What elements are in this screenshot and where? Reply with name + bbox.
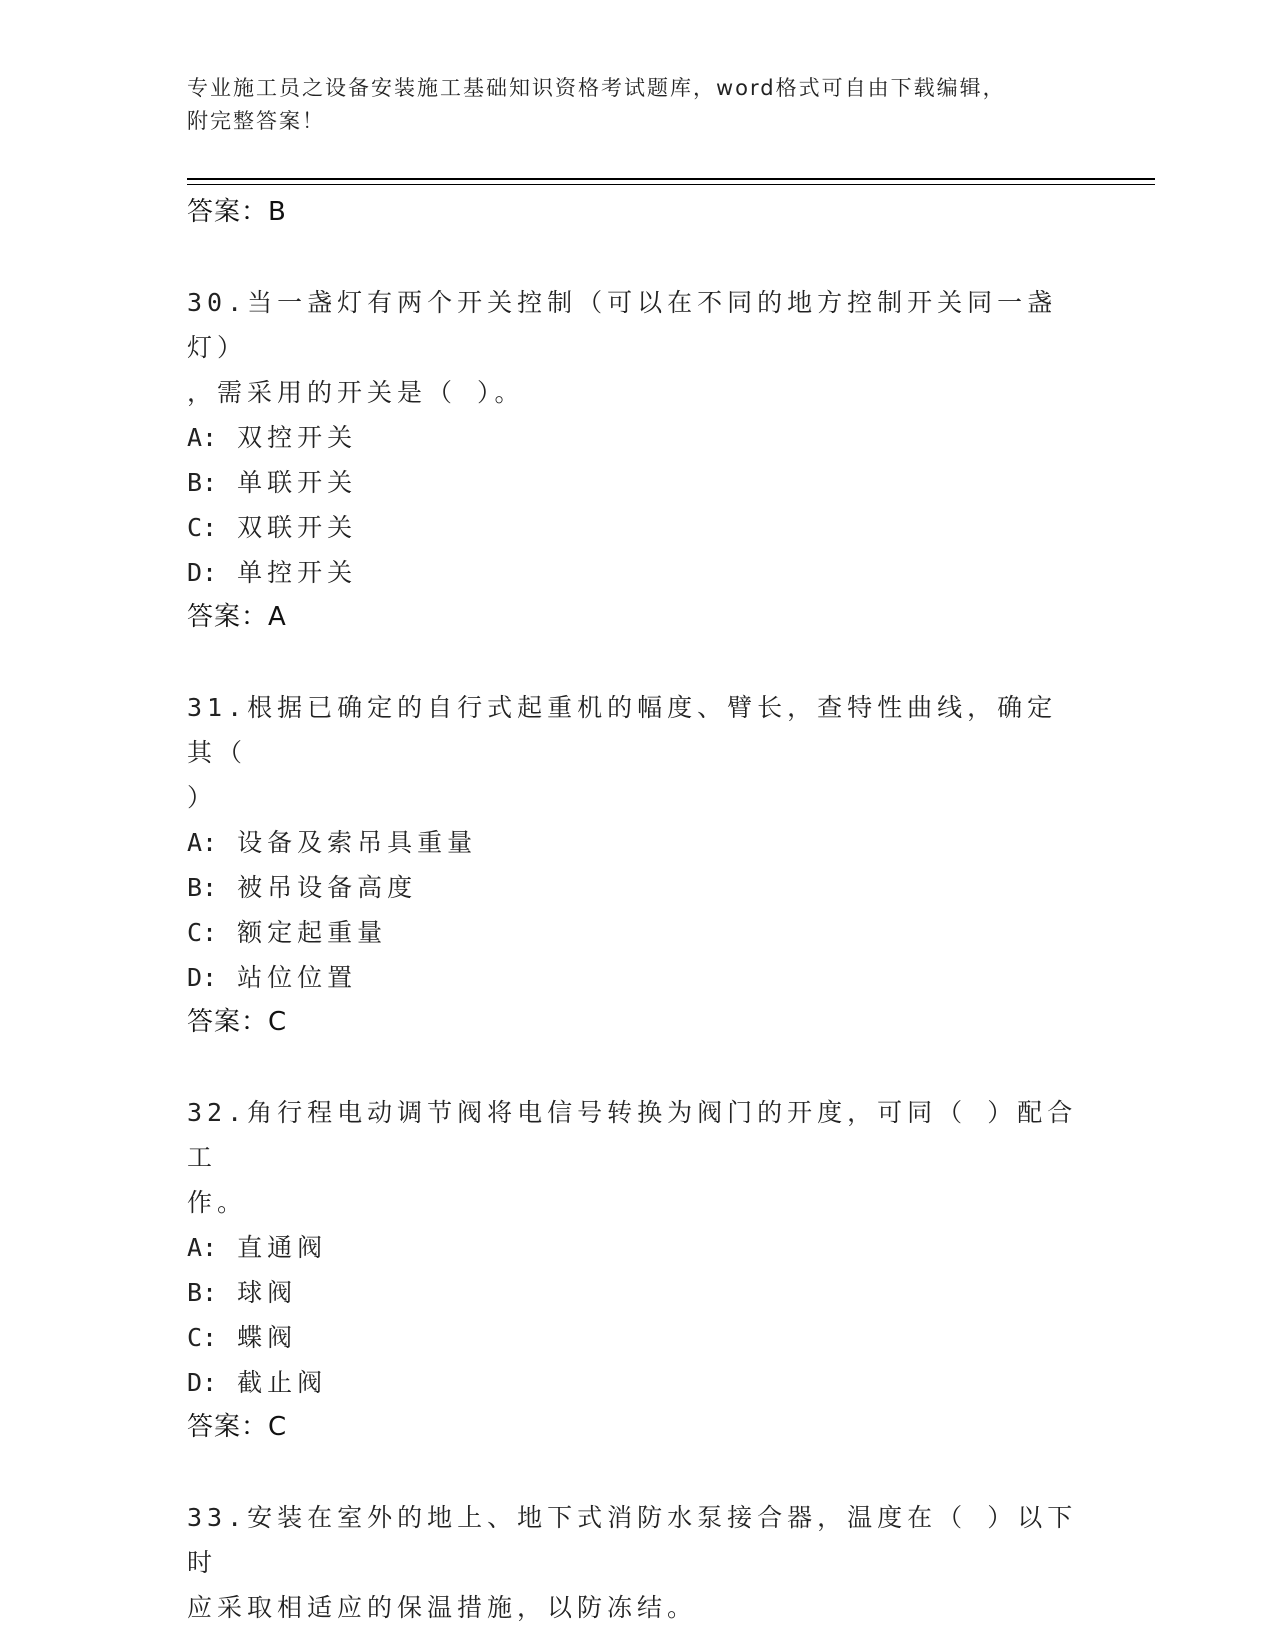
- option-text: 被吊设备高度: [237, 873, 418, 902]
- header-line-1: 专业施工员之设备安装施工基础知识资格考试题库，word格式可自由下载编辑，: [187, 76, 1006, 100]
- option-b: [187, 1270, 1087, 1315]
- option-key: C:: [187, 918, 218, 947]
- option-b: [187, 865, 1087, 910]
- question-text-line-1: 30.当一盏灯有两个开关控制（可以在不同的地方控制开关同一盏灯）: [187, 288, 1058, 362]
- option-text: 双联开关: [237, 513, 358, 542]
- option-text: 直通阀: [237, 1233, 328, 1262]
- question-text-line-1: 31.根据已确定的自行式起重机的幅度、臂长，查特性曲线，确定其（: [187, 693, 1058, 767]
- option-a: [187, 1225, 1087, 1270]
- option-key: A:: [187, 1233, 218, 1262]
- option-c: [187, 1315, 1087, 1360]
- option-key: D:: [187, 558, 218, 587]
- header-rule-thick: [187, 178, 1155, 180]
- option-key: A:: [187, 423, 218, 452]
- option-c: [187, 505, 1087, 550]
- question-text-line-1: 32.角行程电动调节阀将电信号转换为阀门的开度，可同（ ）配合工: [187, 1098, 1078, 1172]
- question-list: [187, 190, 1087, 1630]
- option-text: 设备及索吊具重量: [237, 828, 478, 857]
- question-31: [187, 685, 1087, 820]
- option-text: 额定起重量: [237, 918, 388, 947]
- option-text: 双控开关: [237, 423, 358, 452]
- answer-31: 答案：C: [187, 1007, 288, 1037]
- question-32: [187, 1090, 1087, 1225]
- option-text: 单联开关: [237, 468, 358, 497]
- option-text: 蝶阀: [237, 1323, 298, 1352]
- option-a: [187, 415, 1087, 460]
- option-key: D:: [187, 1368, 218, 1397]
- option-text: 站位位置: [237, 963, 358, 992]
- option-key: D:: [187, 963, 218, 992]
- option-key: C:: [187, 1323, 218, 1352]
- answer-32: 答案：C: [187, 1412, 288, 1442]
- option-a: [187, 820, 1087, 865]
- answer-30: 答案：A: [187, 602, 287, 632]
- answer-previous: 答案：B: [187, 197, 287, 227]
- header-rule-thin: [187, 184, 1155, 185]
- document-header: [187, 72, 1087, 138]
- question-text-line-2: 作。: [187, 1188, 248, 1217]
- question-text-line-2: ，需采用的开关是（ ）。: [187, 378, 525, 407]
- option-d: [187, 550, 1087, 595]
- option-key: B:: [187, 468, 218, 497]
- option-d: [187, 1360, 1087, 1405]
- option-d: [187, 955, 1087, 1000]
- option-b: [187, 460, 1087, 505]
- option-c: [187, 910, 1087, 955]
- header-line-2: 附完整答案！: [187, 109, 325, 133]
- option-key: C:: [187, 513, 218, 542]
- question-text-line-2: 应采取相适应的保温措施，以防冻结。: [187, 1593, 698, 1622]
- question-30: [187, 280, 1087, 415]
- option-key: B:: [187, 1278, 218, 1307]
- option-key: A:: [187, 828, 218, 857]
- option-text: 球阀: [237, 1278, 298, 1307]
- option-key: B:: [187, 873, 218, 902]
- question-text-line-2: ）: [187, 783, 218, 812]
- question-33: [187, 1495, 1087, 1630]
- option-text: 单控开关: [237, 558, 358, 587]
- option-text: 截止阀: [237, 1368, 328, 1397]
- question-text-line-1: 33.安装在室外的地上、地下式消防水泵接合器，温度在（ ）以下时: [187, 1503, 1078, 1577]
